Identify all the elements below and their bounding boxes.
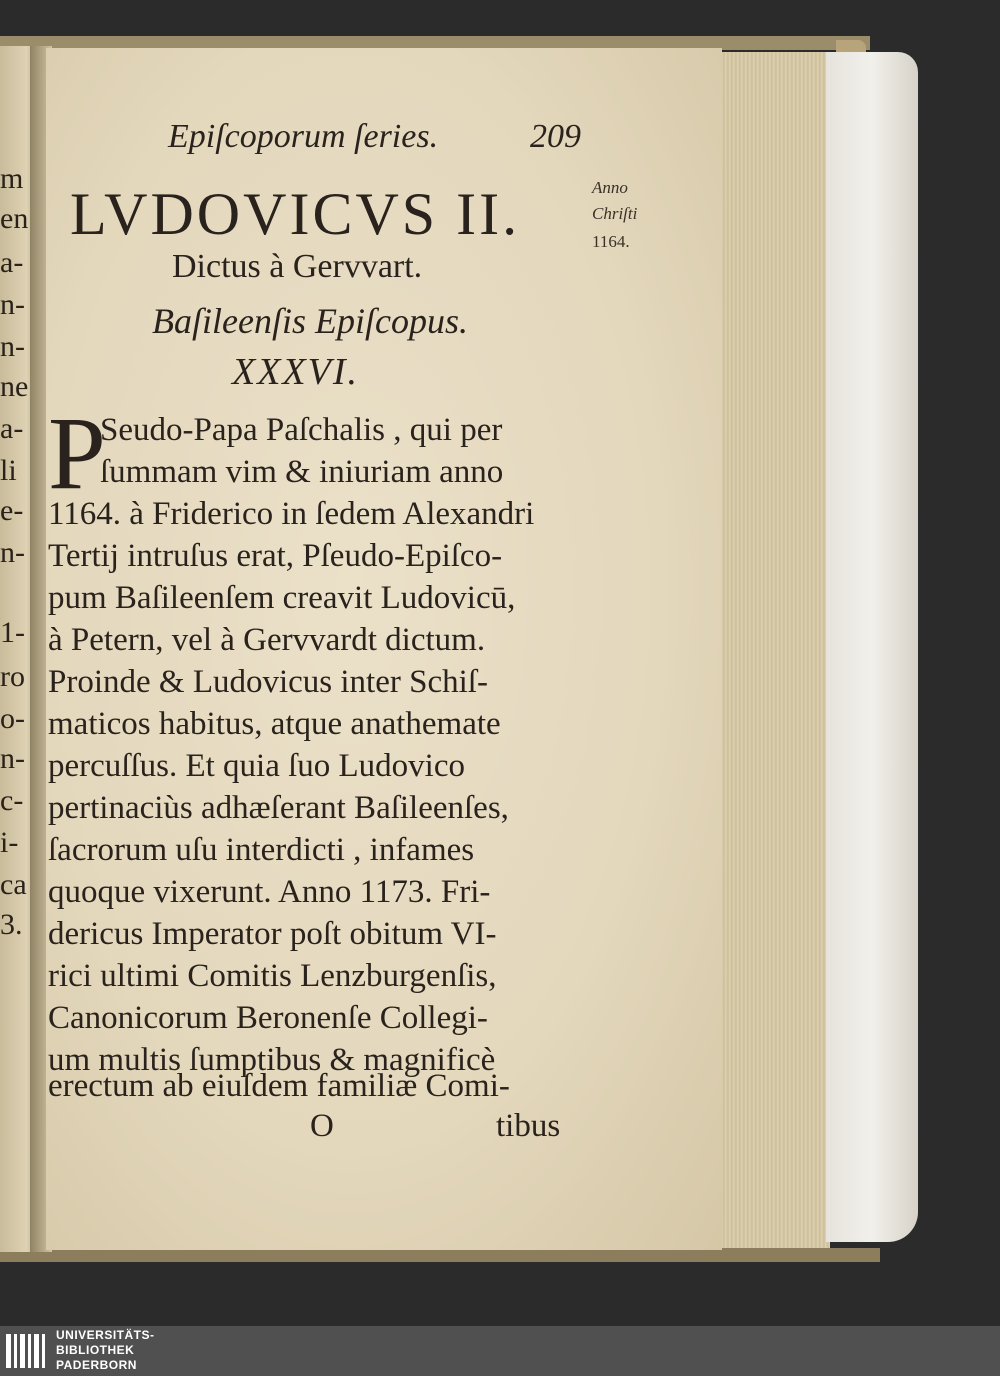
body-line: dericus Imperator poſt obitum VI- bbox=[48, 916, 497, 952]
left-page-fragment: n- bbox=[0, 742, 25, 775]
running-header: Epiſcoporum ſeries. bbox=[168, 118, 439, 155]
left-page-fragment: e- bbox=[0, 494, 24, 527]
left-page-fragment: ro bbox=[0, 660, 25, 693]
body-line: quoque vixerunt. Anno 1173. Fri- bbox=[48, 874, 491, 910]
left-page-fragment: m bbox=[0, 162, 24, 195]
body-line: erectum ab eiuſdem familiæ Comi- bbox=[48, 1068, 510, 1104]
body-line: ſacrorum uſu interdicti , infames bbox=[48, 832, 475, 868]
left-page-fragment: c- bbox=[0, 784, 24, 817]
left-page-fragment: a- bbox=[0, 412, 24, 445]
left-page-fragment: 1- bbox=[0, 616, 25, 649]
body-line: maticos habitus, atque anathemate bbox=[48, 706, 501, 742]
left-page-fragment: ne bbox=[0, 370, 29, 403]
see-title: Baſileenſis Epiſcopus. bbox=[152, 301, 468, 341]
logo-line: UNIVERSITÄTS- bbox=[56, 1328, 155, 1342]
body-line: 1164. à Friderico in ſedem Alexandri bbox=[48, 496, 535, 532]
left-page-fragment: li bbox=[0, 454, 17, 487]
library-logo-icon bbox=[6, 1334, 45, 1368]
left-page-fragment: n- bbox=[0, 536, 25, 569]
left-page-fragment: en bbox=[0, 202, 29, 235]
left-page-fragment: o- bbox=[0, 702, 25, 735]
body-line: Tertij intruſus erat, Pſeudo-Epiſco- bbox=[48, 538, 503, 574]
book-cover-bottom bbox=[0, 1248, 880, 1262]
body-line: ſummam vim & iniuriam anno bbox=[100, 454, 504, 490]
left-page-fragment: ca bbox=[0, 868, 27, 901]
left-page-fragment: 3. bbox=[0, 908, 23, 941]
body-line: percuſſus. Et quia ſuo Ludovico bbox=[48, 748, 465, 784]
library-footer bbox=[0, 1326, 1000, 1376]
left-page-fragment: n- bbox=[0, 288, 25, 321]
body-line: um multis ſumptibus & magnificè bbox=[48, 1042, 496, 1078]
library-logo-text bbox=[56, 1328, 155, 1373]
chapter-heading: LVDOVICVS II. bbox=[70, 181, 521, 247]
left-page-fragment: a- bbox=[0, 246, 24, 279]
margin-note-line: 1164. bbox=[592, 232, 630, 251]
logo-line: PADERBORN bbox=[56, 1358, 137, 1372]
body-line: Seudo-Papa Paſchalis , qui per bbox=[100, 412, 503, 448]
body-line: rici ultimi Comitis Lenzburgenſis, bbox=[48, 958, 497, 994]
left-page-fragment: n- bbox=[0, 330, 25, 363]
body-line: pum Baſileenſem creavit Ludovicū, bbox=[48, 580, 516, 616]
body-line: Canonicorum Beronenſe Collegi- bbox=[48, 1000, 488, 1036]
catchword: tibus bbox=[496, 1108, 561, 1144]
page-number: 209 bbox=[530, 118, 581, 155]
signature-mark: O bbox=[310, 1108, 334, 1144]
margin-note-line: Chriſti bbox=[592, 204, 638, 223]
body-line: Proinde & Ludovicus inter Schiſ- bbox=[48, 664, 488, 700]
bishop-number: XXXVI. bbox=[232, 351, 360, 393]
body-line: à Petern, vel à Gervvardt dictum. bbox=[48, 622, 486, 658]
page-edges bbox=[718, 52, 830, 1248]
left-page-fragment: i- bbox=[0, 826, 19, 859]
paper-flap bbox=[826, 52, 918, 1242]
body-line: pertinaciùs adhæſerant Baſileenſes, bbox=[48, 790, 509, 826]
chapter-subtitle: Dictus à Gervvart. bbox=[172, 248, 423, 285]
margin-note-line: Anno bbox=[592, 178, 628, 197]
logo-line: BIBLIOTHEK bbox=[56, 1343, 135, 1357]
drop-cap: P bbox=[48, 396, 106, 511]
